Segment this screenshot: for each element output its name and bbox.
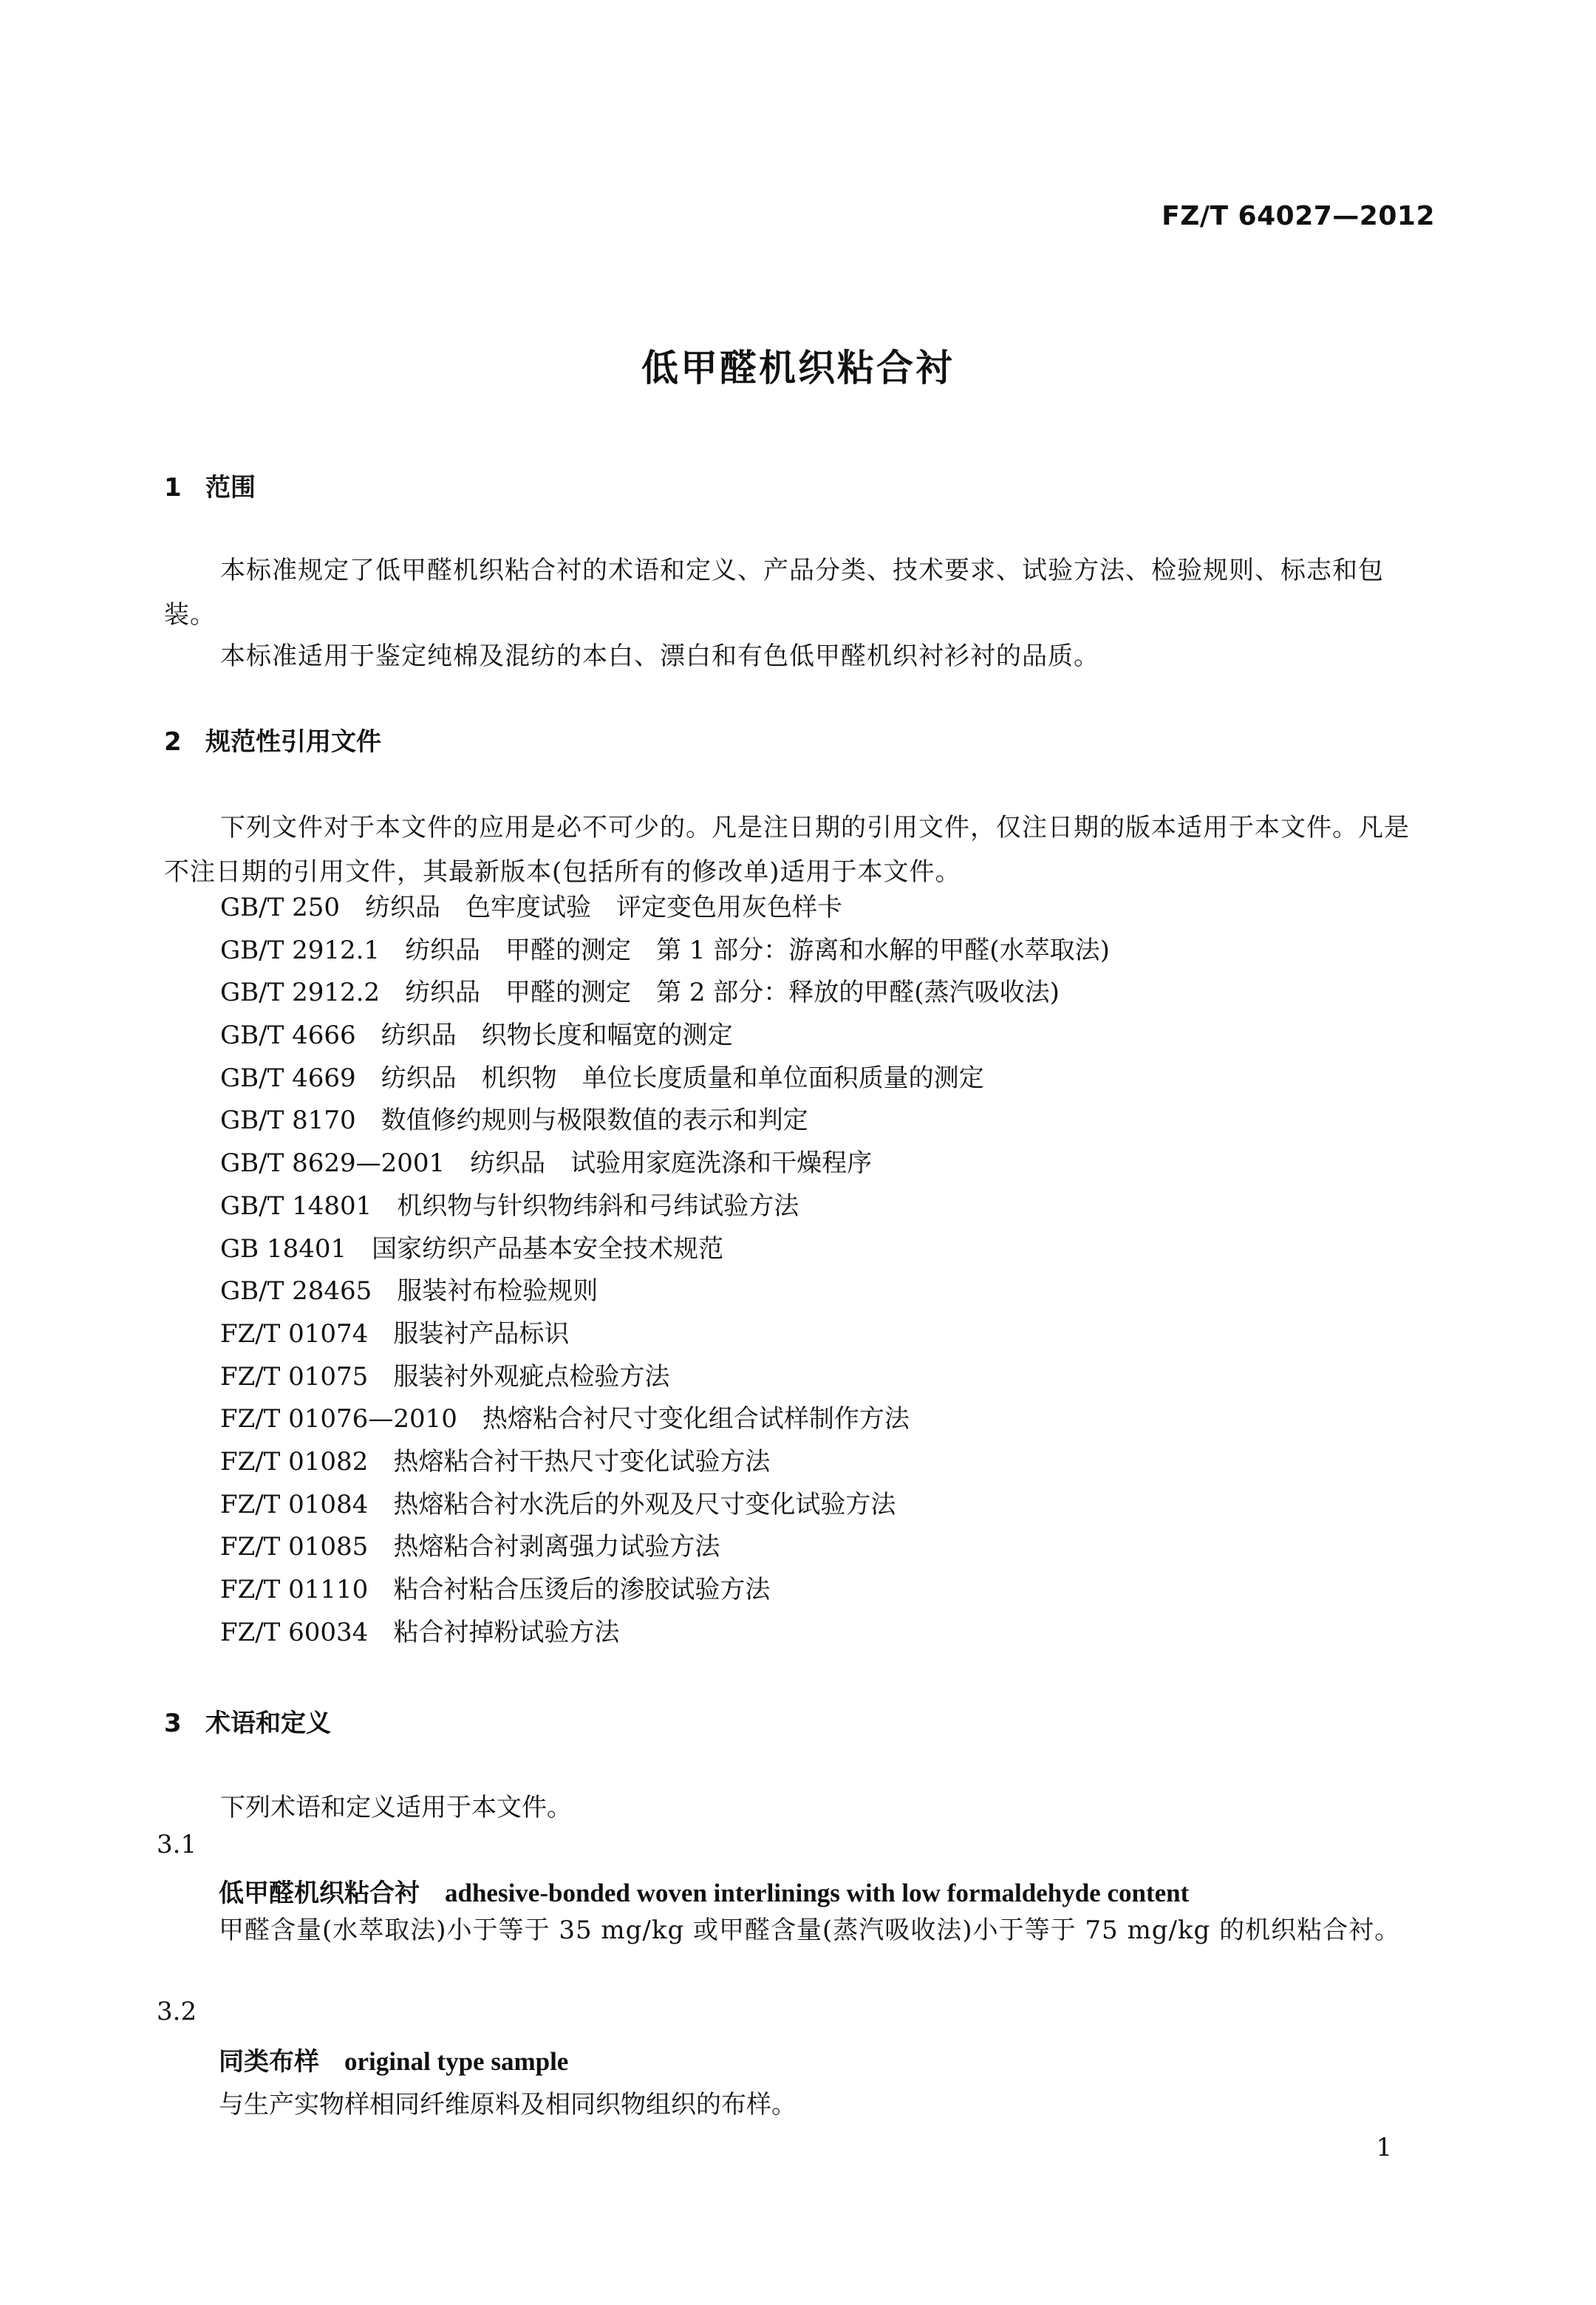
section-title: 术语和定义 [205, 1709, 331, 1738]
term-number: 3.2 [157, 1997, 197, 2026]
reference-code: FZ/T 01074 [220, 1318, 369, 1349]
reference-item [220, 1569, 1110, 1612]
reference-code: FZ/T 01076—2010 [220, 1404, 457, 1434]
term-chinese: 同类布样 [219, 2047, 319, 2077]
standard-code: FZ/T 64027—2012 [1162, 201, 1435, 231]
reference-title: 热熔粘合衬剥离强力试验方法 [393, 1532, 720, 1562]
reference-code: GB/T 4666 [220, 1021, 356, 1051]
term-english: original type sample [344, 2047, 569, 2076]
reference-item [220, 1398, 1110, 1441]
reference-title: 纺织品 织物长度和幅宽的测定 [381, 1021, 733, 1051]
reference-code: GB/T 4669 [220, 1063, 356, 1093]
reference-code: GB/T 8629—2001 [220, 1148, 446, 1179]
reference-item [220, 1612, 1110, 1655]
reference-code: FZ/T 01075 [220, 1361, 369, 1392]
reference-title: 服装衬布检验规则 [397, 1276, 598, 1307]
reference-title: 国家纺织产品基本安全技术规范 [372, 1233, 724, 1264]
reference-code: FZ/T 01085 [220, 1532, 369, 1562]
section-title: 规范性引用文件 [205, 727, 381, 757]
terms-intro: 下列术语和定义适用于本文件。 [220, 1793, 572, 1822]
reference-code: GB/T 8170 [220, 1106, 356, 1136]
section-3-heading [164, 1703, 331, 1739]
section-1-heading [164, 467, 256, 503]
reference-item [220, 1143, 1110, 1185]
reference-item [220, 1185, 1110, 1228]
reference-title: 纺织品 甲醛的测定 第 2 部分：释放的甲醛(蒸汽吸收法) [405, 978, 1060, 1008]
reference-item [220, 1058, 1110, 1100]
reference-item [220, 930, 1110, 973]
reference-code: FZ/T 01082 [220, 1446, 369, 1477]
reference-item [220, 1228, 1110, 1271]
term-english: adhesive-bonded woven interlinings with low formaldehyde content [445, 1879, 1190, 1907]
reference-title: 纺织品 试验用家庭洗涤和干燥程序 [470, 1148, 873, 1179]
section-2-heading [164, 721, 381, 757]
reference-code: GB/T 2912.2 [220, 978, 381, 1008]
reference-title: 机织物与针织物纬斜和弓纬试验方法 [397, 1191, 799, 1221]
reference-item [220, 1100, 1110, 1143]
references-intro: 下列文件对于本文件的应用是必不可少的。凡是注日期的引用文件，仅注日期的版本适用于本文件。凡是不注日期的引用文件，其最新版本(包括所有的修改单)适用于本文件。 [164, 813, 1410, 887]
reference-title: 纺织品 色牢度试验 评定变色用灰色样卡 [364, 893, 842, 922]
reference-title: 服装衬产品标识 [393, 1318, 570, 1349]
references-list [220, 887, 1110, 1654]
reference-title: 热熔粘合衬干热尺寸变化试验方法 [393, 1446, 771, 1477]
reference-code: GB/T 28465 [220, 1276, 372, 1307]
section-number: 1 [164, 473, 182, 503]
document-title: 低甲醛机织粘合衬 [641, 347, 955, 389]
section-number: 2 [164, 727, 182, 757]
reference-item [220, 1441, 1110, 1484]
reference-title: 数值修约规则与极限数值的表示和判定 [381, 1106, 808, 1136]
term-heading [219, 2041, 568, 2077]
term-definition: 甲醛含量(水萃取法)小于等于 35 mg/kg 或甲醛含量(蒸汽吸收法)小于等于 75 mg/kg 的机织粘合衬。 [219, 1916, 1401, 1945]
reference-item [220, 1015, 1110, 1058]
reference-title: 纺织品 机织物 单位长度质量和单位面积质量的测定 [381, 1063, 984, 1093]
term-heading [219, 1873, 1189, 1909]
reference-code: GB 18401 [220, 1233, 347, 1264]
scope-paragraph-2: 本标准适用于鉴定纯棉及混纺的本白、漂白和有色低甲醛机织衬衫衬的品质。 [220, 641, 1099, 671]
reference-code: FZ/T 01110 [220, 1575, 369, 1604]
reference-code: GB/T 250 [220, 893, 340, 922]
page-number: 1 [1376, 2133, 1392, 2162]
reference-item [220, 1526, 1110, 1569]
section-title: 范围 [205, 473, 256, 503]
reference-code: GB/T 14801 [220, 1191, 372, 1221]
reference-item [220, 972, 1110, 1015]
reference-title: 服装衬外观疵点检验方法 [393, 1361, 670, 1392]
reference-code: GB/T 2912.1 [220, 935, 381, 965]
reference-title: 粘合衬粘合压烫后的渗胶试验方法 [393, 1575, 771, 1604]
reference-item [220, 887, 1110, 930]
reference-code: FZ/T 60034 [220, 1617, 369, 1647]
reference-title: 纺织品 甲醛的测定 第 1 部分：游离和水解的甲醛(水萃取法) [405, 935, 1110, 965]
reference-title: 热熔粘合衬尺寸变化组合试样制作方法 [482, 1404, 910, 1434]
reference-item [220, 1484, 1110, 1527]
reference-item [220, 1270, 1110, 1313]
term-chinese: 低甲醛机织粘合衬 [219, 1879, 420, 1908]
reference-code: FZ/T 01084 [220, 1489, 369, 1519]
term-definition: 与生产实物样相同纤维原料及相同织物组织的布样。 [219, 2090, 797, 2120]
reference-item [220, 1313, 1110, 1356]
term-number: 3.1 [157, 1830, 197, 1859]
scope-paragraph-1: 本标准规定了低甲醛机织粘合衬的术语和定义、产品分类、技术要求、试验方法、检验规则、标志和包装。 [164, 556, 1384, 630]
reference-title: 粘合衬掉粉试验方法 [393, 1617, 620, 1647]
reference-item [220, 1356, 1110, 1399]
section-number: 3 [164, 1709, 182, 1738]
reference-title: 热熔粘合衬水洗后的外观及尺寸变化试验方法 [393, 1489, 896, 1519]
